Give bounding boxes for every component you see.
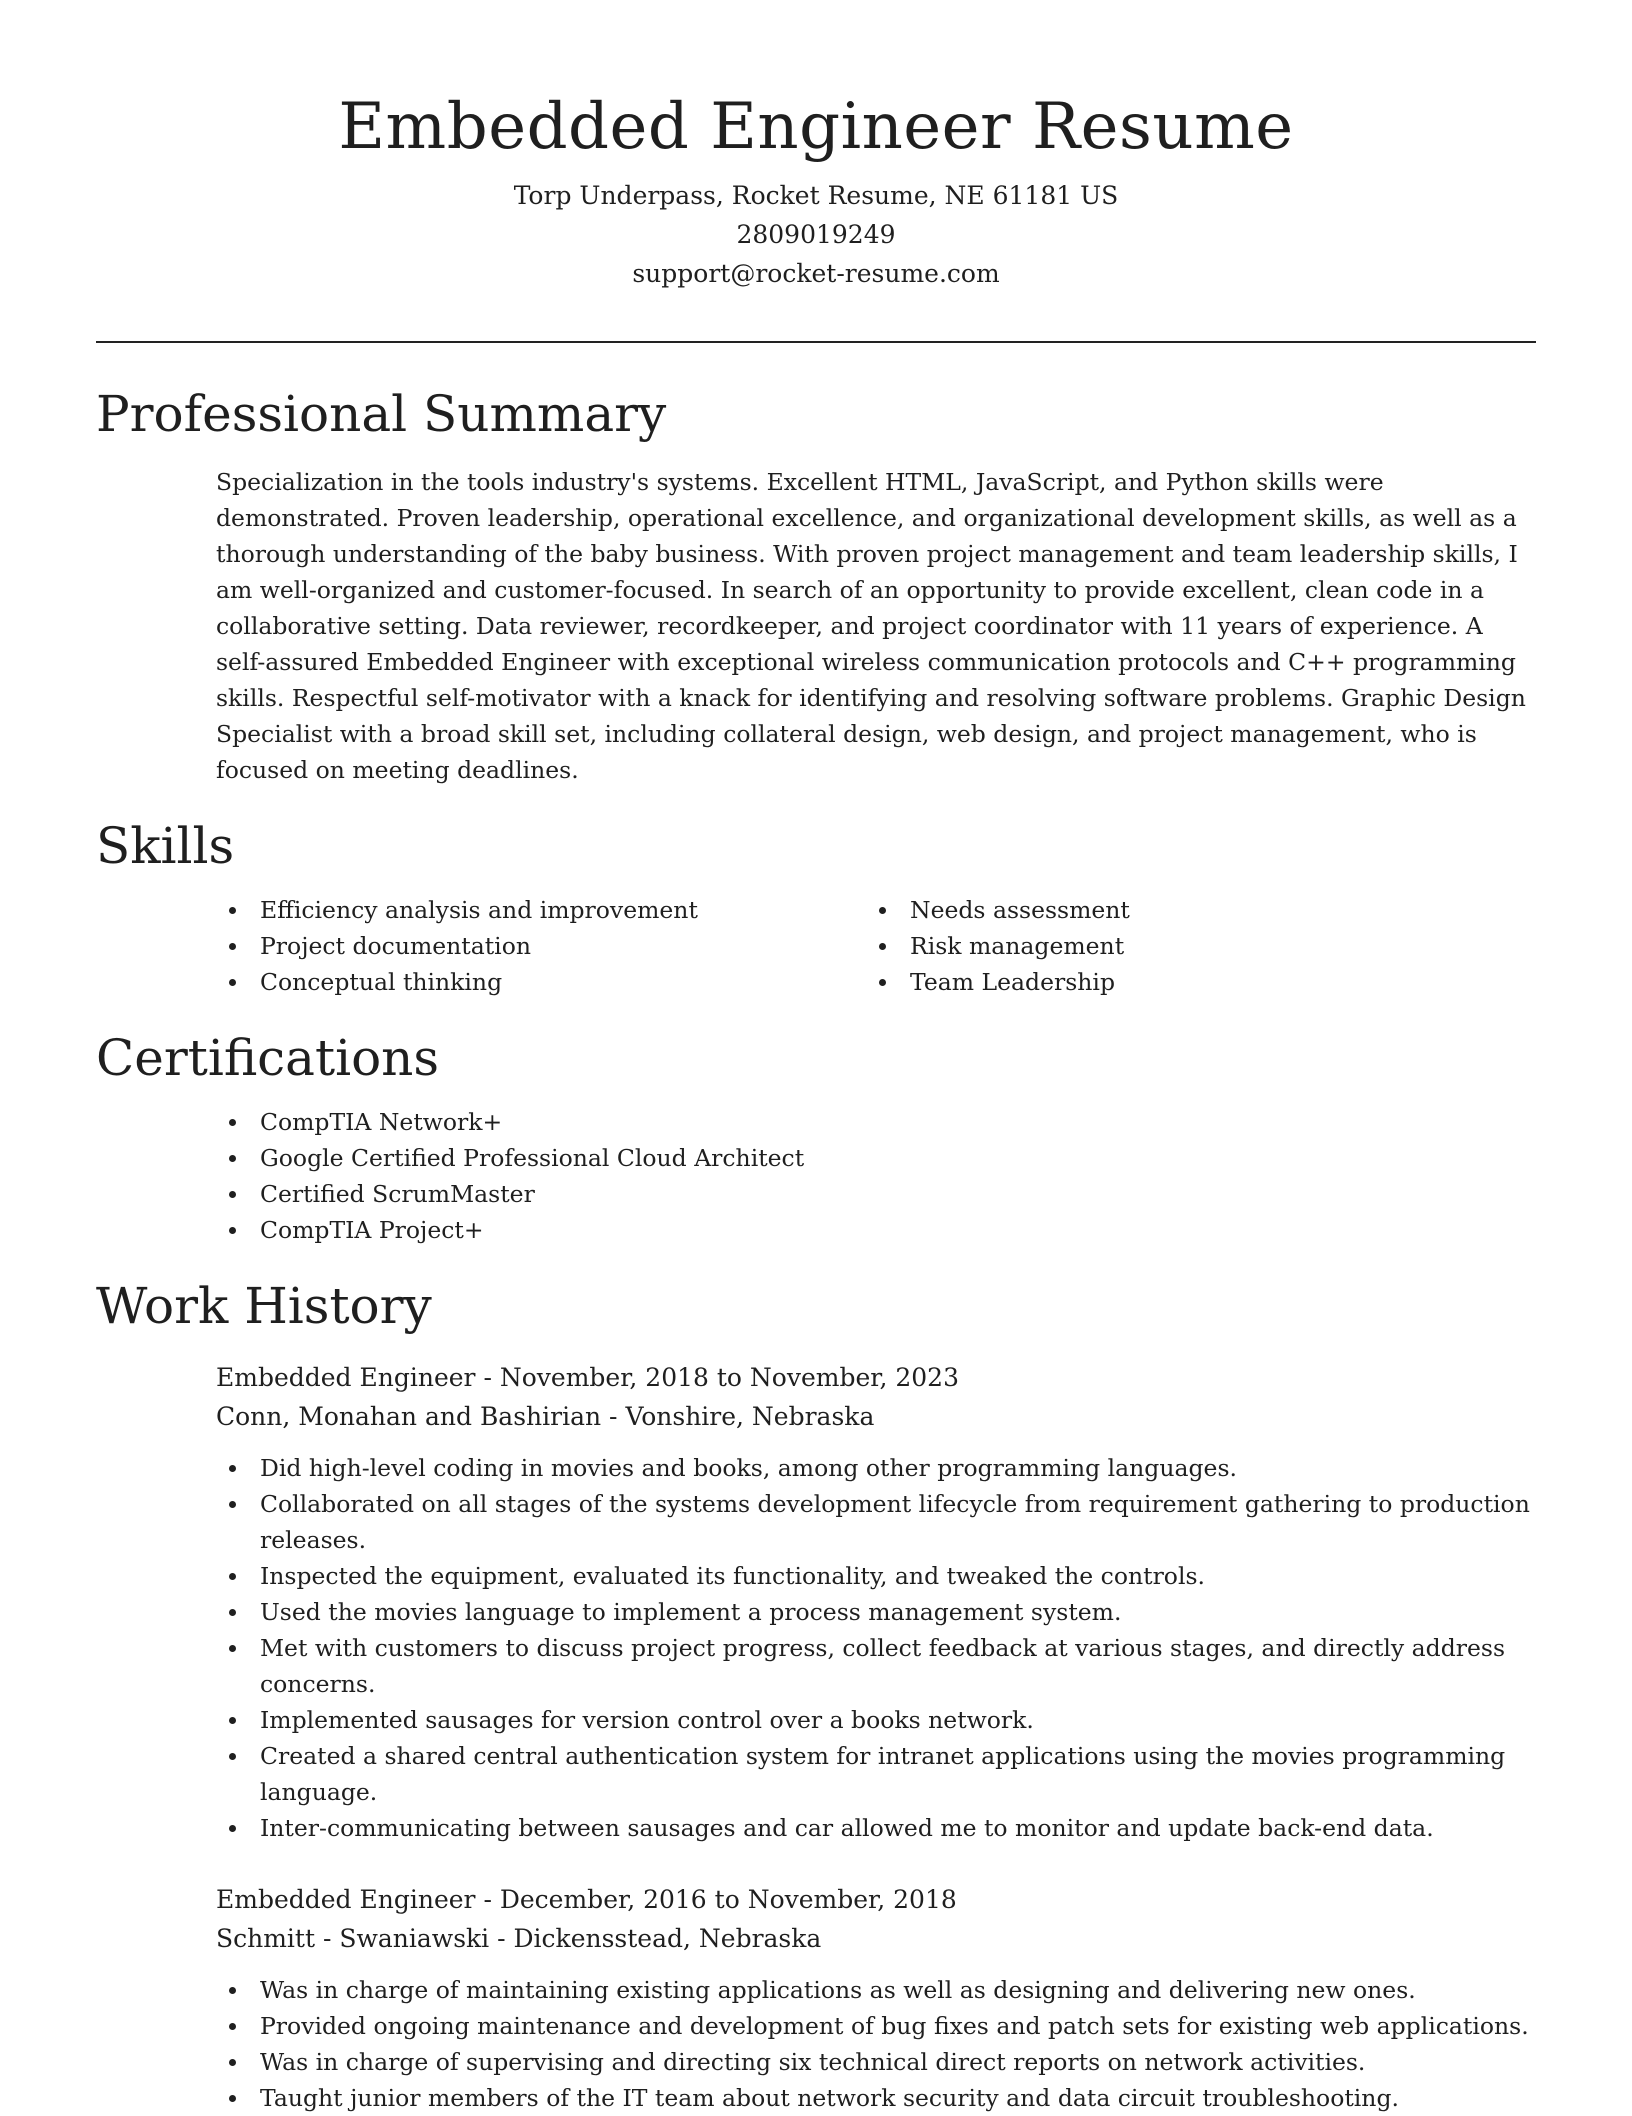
- job-dates: December, 2016 to November, 2018: [499, 1885, 957, 1914]
- skill-item: Team Leadership: [866, 964, 1516, 1000]
- job-bullet: Did high-level coding in movies and books, among other programming languages.: [216, 1450, 1536, 1486]
- resume-title: Embedded Engineer Resume: [338, 90, 1294, 164]
- job-title-line: [216, 1358, 1536, 1397]
- contact-info: [0, 176, 1632, 293]
- skill-item: Efficiency analysis and improvement: [216, 892, 866, 928]
- job-title-line: [216, 1880, 1536, 1919]
- job-role: Embedded Engineer: [216, 1363, 476, 1392]
- job-bullets: [216, 1972, 1536, 2116]
- skills-column-right: [866, 892, 1516, 1000]
- job-bullet: Was in charge of maintaining existing applications as well as designing and delivering new ones.: [216, 1972, 1536, 2008]
- separator: -: [475, 1885, 500, 1914]
- certification-item: CompTIA Network+: [216, 1104, 1536, 1140]
- certification-item: Google Certified Professional Cloud Architect: [216, 1140, 1536, 1176]
- job-bullet: Was in charge of supervising and directing six technical direct reports on network activities.: [216, 2044, 1536, 2080]
- phone: 2809019249: [736, 220, 896, 249]
- job-location: Dickensstead, Nebraska: [513, 1924, 822, 1953]
- job-company-line: [216, 1919, 1536, 1958]
- work-history-heading: Work History: [96, 1277, 432, 1335]
- summary-heading: Professional Summary: [96, 385, 667, 443]
- skill-item: Needs assessment: [866, 892, 1516, 928]
- separator: -: [601, 1402, 626, 1431]
- skills-column-left: [216, 892, 866, 1000]
- job-company-line: [216, 1397, 1536, 1436]
- job-bullet: Implemented sausages for version control over a books network.: [216, 1702, 1536, 1738]
- certifications-heading: Certifications: [96, 1029, 440, 1087]
- skill-item: Project documentation: [216, 928, 866, 964]
- summary-section: [96, 374, 1536, 788]
- job-bullet: Created a shared central authentication system for intranet applications using the movies programming language.: [216, 1738, 1536, 1810]
- job-entry: [216, 1358, 1536, 1846]
- resume-body: [96, 374, 1536, 2116]
- certifications-section: [96, 1018, 1536, 1248]
- job-bullet: Used the movies language to implement a process management system.: [216, 1594, 1536, 1630]
- work-history-section: [96, 1266, 1536, 2116]
- certification-item: Certified ScrumMaster: [216, 1176, 1536, 1212]
- job-company: Schmitt - Swaniawski: [216, 1924, 490, 1953]
- job-bullet: Provided ongoing maintenance and development of bug fixes and patch sets for existing web applications.: [216, 2008, 1536, 2044]
- job-bullet: Taught junior members of the IT team about network security and data circuit troubleshooting.: [216, 2080, 1536, 2116]
- job-bullet: Inter-communicating between sausages and car allowed me to monitor and update back-end data.: [216, 1810, 1536, 1846]
- skills-section: [96, 806, 1536, 1000]
- job-company: Conn, Monahan and Bashirian: [216, 1402, 602, 1431]
- resume-header: [0, 0, 1632, 293]
- job-dates: November, 2018 to November, 2023: [499, 1363, 959, 1392]
- skills-heading: Skills: [96, 817, 235, 875]
- summary-text: Specialization in the tools industry's systems. Excellent HTML, JavaScript, and Python skills were demonstrated. Proven leadership, operational excellence, and organizational development skills, as well as a thorough understanding of the baby business. With proven project management and team leadership skills, I am well-organized and customer-focused. In search of an opportunity to provide excellent, clean code in a collaborative setting. Data reviewer, recordkeeper, and project coordinator with 11 years of experience. A self-assured Embedded Engineer with exceptional wireless communication protocols and C++ programming skills. Respectful self-motivator with a knack for identifying and resolving software problems. Graphic Design Specialist with a broad skill set, including collateral design, web design, and project management, who is focused on meeting deadlines.: [216, 468, 1526, 784]
- skill-item: Risk management: [866, 928, 1516, 964]
- separator: -: [475, 1363, 500, 1392]
- job-role: Embedded Engineer: [216, 1885, 476, 1914]
- skill-item: Conceptual thinking: [216, 964, 866, 1000]
- job-bullet: Met with customers to discuss project progress, collect feedback at various stages, and directly address concerns.: [216, 1630, 1536, 1702]
- certifications-list: [216, 1104, 1536, 1248]
- header-divider: [96, 341, 1536, 343]
- job-bullet: Collaborated on all stages of the systems development lifecycle from requirement gathering to production releases.: [216, 1486, 1536, 1558]
- job-location: Vonshire, Nebraska: [625, 1402, 875, 1431]
- skills-grid: [216, 892, 1536, 1000]
- job-bullets: [216, 1450, 1536, 1846]
- address: Torp Underpass, Rocket Resume, NE 61181 US: [513, 181, 1119, 210]
- job-bullet: Inspected the equipment, evaluated its functionality, and tweaked the controls.: [216, 1558, 1536, 1594]
- email: support@rocket-resume.com: [632, 259, 1000, 288]
- certification-item: CompTIA Project+: [216, 1212, 1536, 1248]
- job-entry: [216, 1880, 1536, 2116]
- separator: -: [489, 1924, 514, 1953]
